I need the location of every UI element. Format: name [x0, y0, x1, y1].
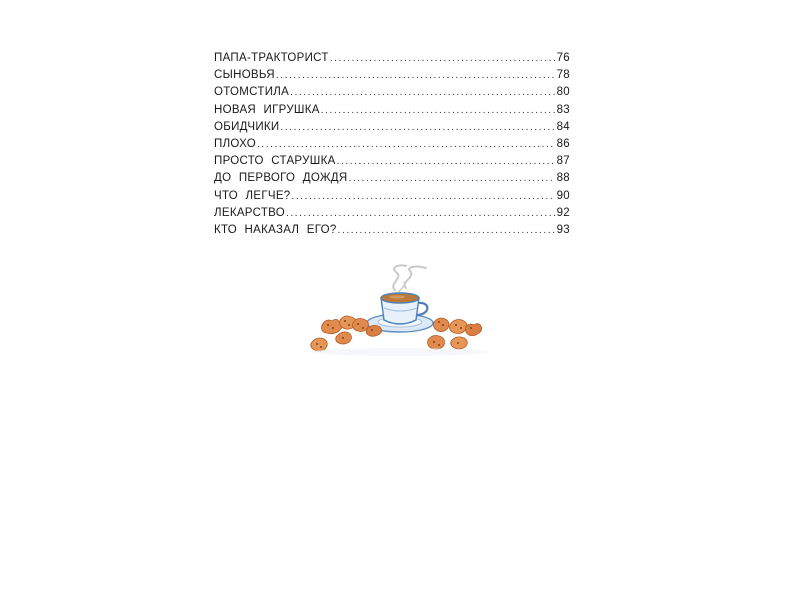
toc-entry[interactable]	[214, 188, 570, 205]
toc-entry-page: 87	[556, 155, 570, 168]
steam-icon	[393, 265, 426, 294]
toc-entry[interactable]	[214, 50, 570, 67]
toc-leader-dots	[276, 67, 555, 84]
toc-entry-title: ПАПА-ТРАКТОРИСТ	[214, 52, 329, 64]
table-of-contents	[214, 50, 570, 239]
toc-entry[interactable]	[214, 222, 570, 239]
toc-entry[interactable]	[214, 67, 570, 84]
toc-entry-page: 88	[556, 172, 570, 185]
toc-entry-title: СЫНОВЬЯ	[214, 69, 275, 82]
tea-cup-with-cookies-icon	[300, 262, 500, 372]
toc-entry[interactable]	[214, 170, 570, 187]
toc-entry[interactable]	[214, 205, 570, 222]
toc-entry-title: НОВАЯ ИГРУШКА	[214, 103, 320, 116]
toc-entry-title: ЧТО ЛЕГЧЕ?	[214, 189, 291, 202]
toc-leader-dots	[330, 50, 555, 67]
toc-entry-page: 83	[556, 103, 570, 116]
toc-entry-title: ОТОМСТИЛА	[214, 86, 290, 99]
toc-entry-title: ПРОСТО СТАРУШКА	[214, 155, 336, 168]
toc-entry-title: ЛЕКАРСТВО	[214, 206, 286, 219]
toc-entry[interactable]	[214, 84, 570, 101]
toc-leader-dots	[257, 136, 555, 153]
toc-entry-page: 80	[556, 86, 570, 99]
toc-entry[interactable]	[214, 153, 570, 170]
toc-entry-page: 93	[556, 223, 570, 236]
toc-entry-title: ОБИДЧИКИ	[214, 120, 280, 133]
toc-entry-page: 92	[556, 206, 570, 219]
toc-leader-dots	[290, 84, 554, 101]
toc-entry-title: КТО НАКАЗАЛ ЕГО?	[214, 223, 337, 236]
toc-entry-page: 76	[556, 52, 570, 64]
toc-entry-page: 78	[556, 69, 570, 82]
toc-entry[interactable]	[214, 136, 570, 153]
toc-leader-dots	[321, 102, 555, 119]
toc-leader-dots	[337, 153, 555, 170]
shadow	[310, 348, 490, 356]
cookies-right-icon	[428, 318, 482, 349]
illustration-svg	[300, 262, 500, 372]
toc-entry-title: ПЛОХО	[214, 137, 256, 150]
toc-leader-dots	[338, 222, 555, 239]
toc-leader-dots	[280, 119, 554, 136]
toc-entry-title: ДО ПЕРВОГО ДОЖДЯ	[214, 172, 348, 185]
toc-entry-page: 84	[556, 120, 570, 133]
toc-entry-page: 90	[556, 189, 570, 202]
toc-entry[interactable]	[214, 119, 570, 136]
toc-leader-dots	[348, 170, 554, 187]
toc-leader-dots	[286, 205, 555, 222]
toc-entry-page: 86	[556, 137, 570, 150]
toc-leader-dots	[292, 188, 555, 205]
toc-entry[interactable]	[214, 102, 570, 119]
